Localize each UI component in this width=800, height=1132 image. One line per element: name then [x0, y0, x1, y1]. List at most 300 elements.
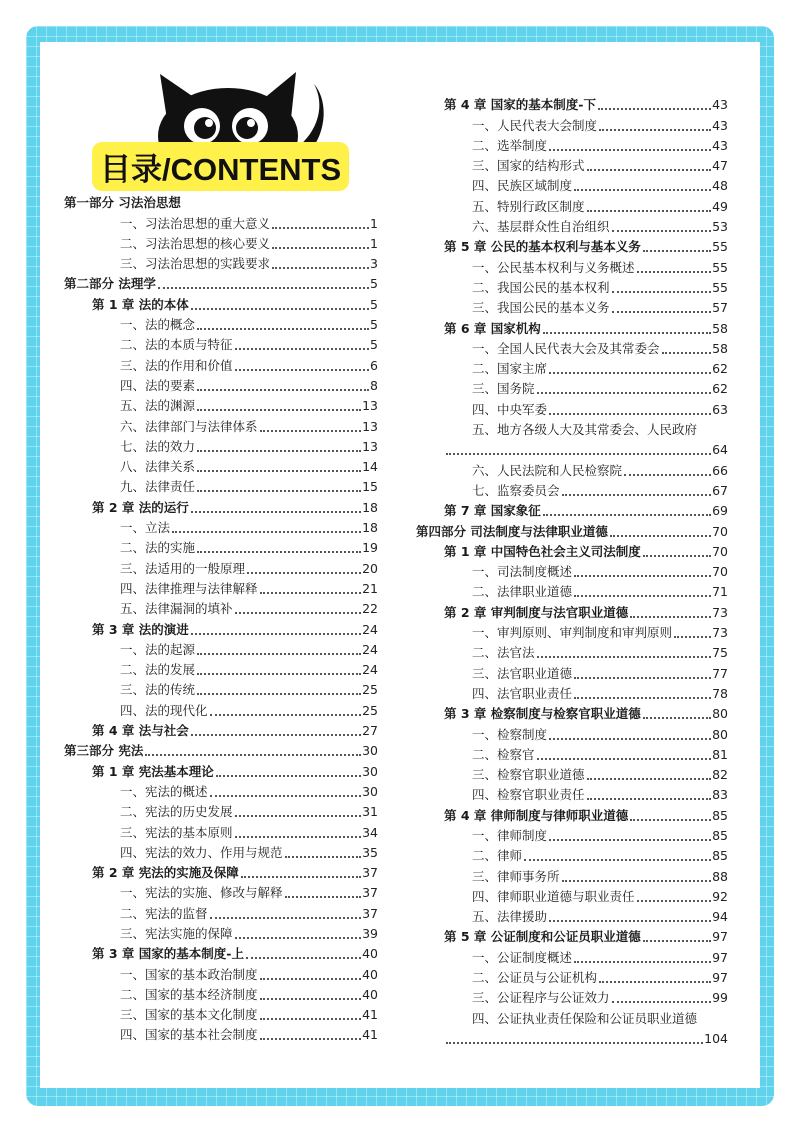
toc-page-number: 69 [712, 503, 728, 519]
dot-leader [574, 676, 711, 679]
toc-entry[interactable] [64, 782, 378, 802]
toc-entry-label: 三、我国公民的基本义务 [472, 300, 610, 316]
toc-entry[interactable] [64, 721, 378, 741]
toc-entry[interactable] [416, 501, 728, 521]
toc-page-number: 13 [362, 398, 378, 414]
toc-entry[interactable] [416, 481, 728, 501]
dot-leader [272, 246, 369, 249]
toc-entry-label: 一、人民代表大会制度 [472, 117, 598, 133]
dot-leader [272, 226, 369, 229]
toc-entry-label: 三、律师事务所 [472, 868, 560, 884]
toc-entry[interactable] [64, 579, 378, 599]
toc-page-number: 47 [712, 158, 728, 174]
toc-page-number: 73 [712, 604, 728, 620]
toc-page-number: 64 [712, 442, 728, 458]
dot-leader [612, 290, 712, 293]
dot-leader [587, 168, 712, 171]
toc-entry[interactable] [416, 298, 728, 318]
dot-leader [643, 939, 711, 942]
dot-leader [643, 716, 711, 719]
dot-leader [587, 777, 712, 780]
toc-page-number: 58 [712, 340, 728, 356]
dot-leader [260, 1017, 362, 1020]
toc-entry[interactable] [416, 339, 728, 359]
toc-entry-label: 第三部分 宪法 [64, 743, 144, 759]
dot-leader [272, 266, 369, 269]
dot-leader [574, 960, 711, 963]
toc-entry[interactable] [416, 217, 728, 237]
dot-leader [158, 286, 369, 289]
toc-page-number: 39 [362, 925, 378, 941]
toc-page-number: 8 [370, 377, 378, 393]
toc-entry[interactable] [64, 599, 378, 619]
toc-entry[interactable] [64, 680, 378, 700]
toc-page-number: 15 [362, 479, 378, 495]
toc-entry-label: 三、国家的基本文化制度 [120, 1007, 258, 1023]
toc-entry-label: 一、法的起源 [120, 641, 196, 657]
toc-entry[interactable] [64, 416, 378, 436]
toc-entry[interactable] [416, 988, 728, 1008]
toc-entry[interactable] [64, 355, 378, 375]
toc-page-number: 18 [362, 499, 378, 515]
toc-entry[interactable] [416, 156, 728, 176]
toc-entry-label: 三、检察官职业道德 [472, 767, 585, 783]
toc-entry[interactable] [416, 176, 728, 196]
toc-entry[interactable] [416, 379, 728, 399]
dot-leader [216, 774, 361, 777]
dot-leader [191, 510, 361, 513]
dot-leader [197, 550, 361, 553]
dot-leader [235, 814, 362, 817]
toc-page-number: 63 [712, 401, 728, 417]
dot-leader [630, 615, 711, 618]
dot-leader [235, 368, 370, 371]
toc-entry-label: 四、民族区域制度 [472, 178, 573, 194]
dot-leader [549, 737, 711, 740]
toc-entry[interactable] [416, 318, 728, 338]
toc-entry[interactable] [64, 518, 378, 538]
toc-page-number: 80 [712, 706, 728, 722]
dot-leader [210, 794, 362, 797]
toc-page-number: 20 [362, 560, 378, 576]
dot-leader [446, 452, 711, 455]
dot-leader [562, 879, 712, 882]
toc-entry[interactable] [416, 704, 728, 724]
toc-entry-label: 二、国家的基本经济制度 [120, 986, 258, 1002]
toc-entry[interactable] [64, 903, 378, 923]
toc-entry[interactable] [64, 477, 378, 497]
toc-entry[interactable] [416, 643, 728, 663]
dot-leader [260, 429, 362, 432]
toc-page-number: 97 [712, 970, 728, 986]
toc-page-number: 13 [362, 418, 378, 434]
toc-entry-label: 一、司法制度概述 [472, 564, 573, 580]
toc-entry[interactable] [64, 822, 378, 842]
toc-entry-label: 一、宪法的概述 [120, 783, 208, 799]
toc-entry[interactable] [64, 843, 378, 863]
toc-entry-label: 五、地方各级人大及其常委会、人民政府 [472, 422, 698, 438]
toc-entry[interactable] [64, 802, 378, 822]
toc-entry-label: 第 6 章 国家机构 [444, 320, 541, 336]
toc-entry-label: 四、公证执业责任保险和公证员职业道德 [472, 1010, 698, 1026]
dot-leader [610, 534, 711, 537]
toc-entry[interactable] [416, 359, 728, 379]
toc-entry[interactable] [64, 883, 378, 903]
dot-leader [197, 672, 361, 675]
dot-leader [674, 635, 711, 638]
dot-leader [197, 327, 369, 330]
toc-entry[interactable] [416, 663, 728, 683]
toc-entry-label: 四、国家的基本社会制度 [120, 1027, 258, 1043]
toc-entry[interactable] [64, 213, 378, 233]
toc-entry-label: 第 4 章 律师制度与律师职业道德 [444, 807, 629, 823]
toc-entry[interactable] [64, 294, 378, 314]
toc-entry[interactable] [416, 785, 728, 805]
toc-page-number: 6 [370, 357, 378, 373]
dot-leader [235, 936, 362, 939]
toc-entry[interactable] [416, 866, 728, 886]
toc-entry[interactable] [64, 964, 378, 984]
toc-entry[interactable] [416, 826, 728, 846]
toc-page-number: 43 [712, 97, 728, 113]
toc-page-number: 78 [712, 685, 728, 701]
toc-entry[interactable] [416, 765, 728, 785]
toc-entry-label: 第四部分 司法制度与法律职业道德 [416, 523, 608, 539]
toc-page-number: 62 [712, 381, 728, 397]
toc-entry[interactable] [416, 257, 728, 277]
toc-entry[interactable] [416, 1008, 728, 1028]
toc-entry[interactable] [64, 558, 378, 578]
toc-page-number: 67 [712, 482, 728, 498]
toc-entry-label: 二、律师 [472, 848, 523, 864]
dot-leader [549, 412, 711, 415]
toc-entry-label: 四、法律推理与法律解释 [120, 580, 258, 596]
toc-page-number: 94 [712, 909, 728, 925]
toc-page-number: 43 [712, 117, 728, 133]
dot-leader [145, 753, 361, 756]
toc-entry-label: 三、法的传统 [120, 682, 196, 698]
toc-page-number: 1 [370, 235, 378, 251]
toc-entry[interactable] [416, 724, 728, 744]
toc-page-number: 48 [712, 178, 728, 194]
toc-entry-label: 一、公证制度概述 [472, 949, 573, 965]
dot-leader [247, 571, 361, 574]
dot-leader [543, 331, 711, 334]
title-english: CONTENTS [170, 152, 342, 187]
toc-entry-label: 第 4 章 法与社会 [92, 723, 189, 739]
toc-entry[interactable] [416, 521, 728, 541]
toc-page-number: 37 [362, 885, 378, 901]
toc-entry-label: 三、法官职业道德 [472, 665, 573, 681]
title-separator: / [162, 152, 171, 187]
toc-entry-label: 七、监察委员会 [472, 482, 560, 498]
toc-page-number: 41 [362, 1027, 378, 1043]
toc-entry-label: 第 2 章 法的运行 [92, 499, 189, 515]
toc-page-number: 70 [712, 564, 728, 580]
dot-leader [197, 652, 361, 655]
toc-page-number: 27 [362, 723, 378, 739]
toc-entry[interactable] [64, 1005, 378, 1025]
dot-leader [574, 574, 711, 577]
toc-entry-label: 四、法的要素 [120, 377, 196, 393]
dot-leader [612, 229, 712, 232]
dot-leader [210, 916, 362, 919]
speech-bubble-tail [108, 180, 124, 190]
toc-page-number: 53 [712, 219, 728, 235]
toc-entry[interactable] [64, 376, 378, 396]
toc-left-column [64, 193, 378, 1045]
toc-entry-label: 一、律师制度 [472, 827, 548, 843]
toc-entry-label: 一、立法 [120, 520, 171, 536]
toc-entry-label: 第 3 章 国家的基本制度-上 [92, 946, 244, 962]
toc-page-number: 30 [362, 763, 378, 779]
toc-entry[interactable] [416, 278, 728, 298]
toc-page-number: 71 [712, 584, 728, 600]
toc-entry[interactable] [416, 136, 728, 156]
toc-entry[interactable] [64, 538, 378, 558]
toc-entry-label: 第一部分 习法治思想 [64, 195, 181, 211]
toc-entry-label: 一、审判原则、审判制度和审判原则 [472, 625, 673, 641]
toc-entry[interactable] [416, 196, 728, 216]
toc-entry-label: 一、检察制度 [472, 726, 548, 742]
toc-entry[interactable] [416, 684, 728, 704]
toc-page-number: 22 [362, 601, 378, 617]
toc-entry[interactable] [416, 947, 728, 967]
toc-entry-label: 四、法的现代化 [120, 702, 208, 718]
toc-page-number: 58 [712, 320, 728, 336]
dot-leader [643, 249, 711, 252]
toc-page-number: 14 [362, 459, 378, 475]
toc-page-number: 25 [362, 702, 378, 718]
toc-page-number: 43 [712, 137, 728, 153]
toc-page-number: 24 [362, 662, 378, 678]
toc-page-number: 85 [712, 827, 728, 843]
toc-entry[interactable] [416, 399, 728, 419]
toc-entry[interactable] [416, 237, 728, 257]
toc-entry-label: 第 4 章 国家的基本制度-下 [444, 97, 596, 113]
toc-page-number: 57 [712, 300, 728, 316]
toc-entry-label: 五、法律漏洞的填补 [120, 601, 233, 617]
toc-entry-label: 三、法的作用和价值 [120, 357, 233, 373]
toc-entry-label: 一、宪法的实施、修改与解释 [120, 885, 283, 901]
dot-leader [260, 997, 362, 1000]
toc-entry[interactable] [416, 846, 728, 866]
toc-entry-label: 二、我国公民的基本权利 [472, 279, 610, 295]
toc-entry-label: 一、法的概念 [120, 317, 196, 333]
dot-leader [235, 835, 362, 838]
toc-entry[interactable] [64, 619, 378, 639]
toc-page-number: 41 [362, 1007, 378, 1023]
toc-entry[interactable] [416, 420, 728, 440]
dot-leader [197, 449, 361, 452]
dot-leader [260, 1037, 362, 1040]
toc-page-number: 37 [362, 905, 378, 921]
toc-entry-label: 四、律师职业道德与职业责任 [472, 888, 635, 904]
toc-entry[interactable] [416, 907, 728, 927]
toc-entry[interactable] [64, 457, 378, 477]
toc-entry-label: 二、法的实施 [120, 540, 196, 556]
toc-entry-label: 第 1 章 宪法基本理论 [92, 763, 214, 779]
toc-entry[interactable] [64, 741, 378, 761]
toc-page-number: 40 [362, 986, 378, 1002]
toc-entry[interactable] [64, 396, 378, 416]
toc-entry-label: 五、特别行政区制度 [472, 198, 585, 214]
dot-leader [574, 696, 711, 699]
toc-entry[interactable] [416, 542, 728, 562]
dot-leader [643, 554, 711, 557]
dot-leader [537, 757, 712, 760]
toc-entry-label: 三、习法治思想的实践要求 [120, 256, 271, 272]
toc-page-number: 80 [712, 726, 728, 742]
dot-leader [574, 188, 711, 191]
dot-leader [197, 692, 361, 695]
toc-entry[interactable] [416, 115, 728, 135]
toc-page-number: 5 [370, 337, 378, 353]
toc-entry-label: 六、人民法院和人民检察院 [472, 462, 623, 478]
dot-leader [246, 956, 361, 959]
toc-page-number: 66 [712, 462, 728, 478]
toc-page-number: 92 [712, 888, 728, 904]
toc-page-number: 34 [362, 824, 378, 840]
dot-leader [191, 733, 361, 736]
toc-entry[interactable] [416, 927, 728, 947]
toc-entry-label: 七、法的效力 [120, 438, 196, 454]
toc-entry[interactable] [416, 95, 728, 115]
dot-leader [197, 469, 361, 472]
dot-leader [524, 858, 711, 861]
dot-leader [285, 855, 362, 858]
toc-page-number: 5 [370, 296, 378, 312]
dot-leader [562, 493, 712, 496]
toc-entry-label: 四、中央军委 [472, 401, 548, 417]
toc-entry-label: 五、法的渊源 [120, 398, 196, 414]
toc-entry[interactable] [416, 968, 728, 988]
toc-entry-label: 第 3 章 检察制度与检察官职业道德 [444, 706, 641, 722]
dot-leader [191, 307, 369, 310]
toc-right-column [416, 95, 728, 1049]
toc-entry[interactable] [416, 440, 728, 460]
toc-entry-label: 一、国家的基本政治制度 [120, 966, 258, 982]
toc-page-number: 62 [712, 361, 728, 377]
toc-page-number: 35 [362, 844, 378, 860]
dot-leader [285, 895, 362, 898]
dot-leader [191, 632, 361, 635]
toc-entry[interactable] [416, 562, 728, 582]
toc-entry[interactable] [416, 602, 728, 622]
toc-entry-label: 第 2 章 宪法的实施及保障 [92, 865, 239, 881]
toc-entry-label: 三、国家的结构形式 [472, 158, 585, 174]
toc-entry-label: 二、法的本质与特征 [120, 337, 233, 353]
dot-leader [260, 591, 362, 594]
toc-entry[interactable] [64, 193, 378, 213]
toc-entry[interactable] [64, 924, 378, 944]
toc-entry-label: 二、选举制度 [472, 137, 548, 153]
toc-entry-label: 四、检察官职业责任 [472, 787, 585, 803]
toc-page-number: 31 [362, 804, 378, 820]
toc-entry[interactable] [416, 1029, 728, 1049]
toc-entry[interactable] [64, 437, 378, 457]
contents-title [92, 142, 349, 191]
dot-leader [630, 818, 711, 821]
toc-page-number: 70 [712, 523, 728, 539]
toc-entry-label: 第 5 章 公民的基本权利与基本义务 [444, 239, 641, 255]
toc-entry[interactable] [64, 335, 378, 355]
toc-entry-label: 三、宪法实施的保障 [120, 925, 233, 941]
toc-entry[interactable] [64, 640, 378, 660]
toc-entry[interactable] [64, 1025, 378, 1045]
dot-leader [549, 919, 711, 922]
toc-entry[interactable] [64, 274, 378, 294]
dot-leader [598, 107, 711, 110]
toc-entry-label: 第 7 章 国家象征 [444, 503, 541, 519]
toc-page-number: 18 [362, 520, 378, 536]
toc-page-number: 83 [712, 787, 728, 803]
toc-entry[interactable] [64, 497, 378, 517]
toc-page-number: 30 [362, 783, 378, 799]
toc-entry-label: 三、法适用的一般原理 [120, 560, 246, 576]
toc-entry[interactable] [64, 944, 378, 964]
dot-leader [574, 594, 711, 597]
dot-leader [446, 1041, 703, 1044]
dot-leader [612, 1000, 712, 1003]
toc-page-number: 40 [362, 946, 378, 962]
toc-page-number: 1 [370, 215, 378, 231]
toc-entry[interactable] [64, 700, 378, 720]
toc-page-number: 97 [712, 949, 728, 965]
toc-entry[interactable] [64, 863, 378, 883]
toc-entry[interactable] [64, 234, 378, 254]
toc-page-number: 88 [712, 868, 728, 884]
dot-leader [235, 611, 362, 614]
toc-page-number: 21 [362, 580, 378, 596]
toc-page-number: 19 [362, 540, 378, 556]
dot-leader [662, 351, 712, 354]
toc-entry[interactable] [416, 805, 728, 825]
toc-page-number: 70 [712, 543, 728, 559]
toc-page-number: 25 [362, 682, 378, 698]
toc-page-number: 55 [712, 259, 728, 275]
toc-entry[interactable] [416, 582, 728, 602]
toc-page-number: 85 [712, 848, 728, 864]
toc-entry[interactable] [64, 254, 378, 274]
toc-entry[interactable] [64, 315, 378, 335]
toc-entry-label: 三、国务院 [472, 381, 535, 397]
toc-page-number: 24 [362, 621, 378, 637]
toc-entry[interactable] [64, 660, 378, 680]
toc-page-number: 30 [362, 743, 378, 759]
toc-entry[interactable] [416, 460, 728, 480]
toc-page-number: 85 [712, 807, 728, 823]
toc-entry-label: 第 3 章 法的演进 [92, 621, 189, 637]
dot-leader [549, 148, 711, 151]
toc-entry-label: 一、习法治思想的重大意义 [120, 215, 271, 231]
toc-entry[interactable] [416, 887, 728, 907]
toc-entry-label: 六、法律部门与法律体系 [120, 418, 258, 434]
dot-leader [637, 270, 712, 273]
toc-entry-label: 二、习法治思想的核心要义 [120, 235, 271, 251]
toc-entry-label: 第 5 章 公证制度和公证员职业道德 [444, 929, 641, 945]
dot-leader [210, 713, 362, 716]
toc-page-number: 49 [712, 198, 728, 214]
dot-leader [599, 128, 711, 131]
dot-leader [260, 977, 362, 980]
toc-page-number: 99 [712, 990, 728, 1006]
toc-entry[interactable] [64, 761, 378, 781]
toc-entry-label: 二、宪法的监督 [120, 905, 208, 921]
toc-entry[interactable] [416, 745, 728, 765]
toc-entry[interactable] [64, 985, 378, 1005]
toc-entry[interactable] [416, 623, 728, 643]
